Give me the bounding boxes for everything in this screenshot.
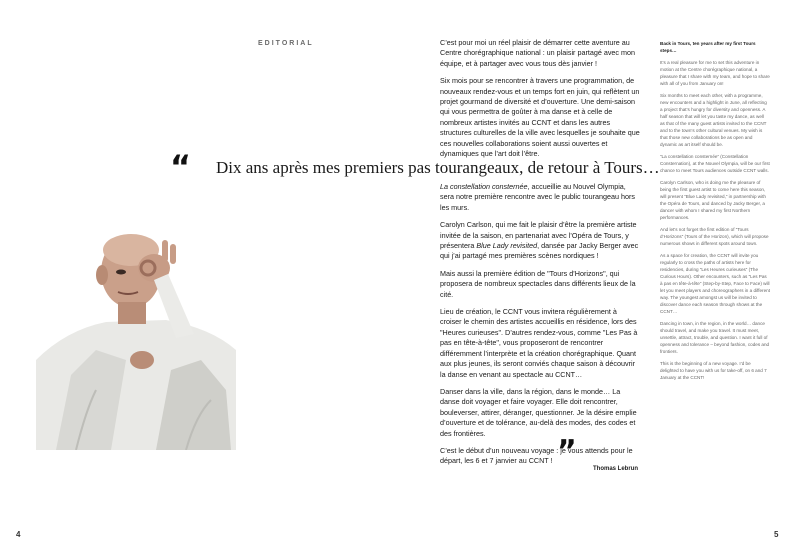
fr-paragraph-8: C’est le début d’un nouveau voyage : je vous attends pour le départ, les 6 et 7 janvier au CCNT !: [440, 445, 633, 466]
en-paragraph-3: “La constellation consternée” (Constellation Consternation), at the Nouvel Olympia, will be our first chance to meet Tours audiences outside CCNT walls.: [660, 154, 770, 173]
fr-paragraph-4: [440, 220, 640, 262]
en-paragraph-2: Six months to meet each other, with a programme, new encounters and a highlight in June, all reflecting a project that’s hungry for diversity and openness. A half season that will let you taste my dance, as well as that of the many guest artists invited to the CCNT and to the town’s other cultural venues. My wish is that those new collaborations be as open and dynamic as art itself should be.: [660, 93, 767, 147]
en-paragraph-1: It’s a real pleasure for me to set this adventure in motion at the Centre chorégraphique national, a pleasure that I share with my team, and hope to share with all of you from January on!: [660, 60, 770, 86]
fr-paragraph-7: Danser dans la ville, dans la région, dans le monde… La danse doit voyager et faire voyager. Elle doit rencontrer, bouleverser, attirer, déranger, questionner. Je la désire emplie d’ouverture et de tolérance, au-delà des modes, des codes et des frontières.: [440, 386, 637, 438]
french-column-top: [440, 38, 640, 166]
fr-paragraph-4-a: Carolyn Carlson, qui me fait le plaisir d’être la première artiste invitée de la saison, en partenariat avec l’Opéra de Tours, y présentera: [440, 220, 637, 251]
fr-paragraph-3-rest: , accueillie au Nouvel Olympia, sera notre première rencontre avec le public tourangeau hors les murs.: [440, 182, 635, 212]
fr-paragraph-2: Six mois pour se rencontrer à travers une programmation, de nouveaux rendez-vous et un temps fort en juin, qui reflètent un projet gourmand de diversité et d’ouverture. Une demi-saison qui vous permettra de goûter à ma danse et à celle de nombreux artistes invités au CCNT et dans les autres structures culturelles de la ville avec lesquelles je souhaite que ces nouvelles collaborations soient aussi ouvertes et dynamiques que l’art doit l’être.: [440, 76, 640, 159]
en-heading: Back in Tours, ten years after my first Tours steps…: [660, 41, 756, 53]
dancer-photo: [36, 210, 236, 450]
english-column: [660, 40, 770, 386]
en-paragraph-6: As a space for creation, the CCNT will invite you regularly to cross the paths of artists here for residencies, during “Les Heures curieuses” (The Curious Hours). Other encounters, such as “Les Pas à pas en tête-à-tête” (Step-by-Step, Face to Face) will let you meet players and choreographers in a different way. The youngest amongst us will be invited to discover dance each season through shows at the CCNT…: [660, 253, 770, 314]
fr-show-title-1: La constellation consternée: [440, 182, 528, 191]
section-label: EDITORIAL: [258, 40, 314, 47]
page-number-left: 4: [16, 530, 21, 539]
en-paragraph-5: And let’s not forget the first edition of “Tours d’Horizons” (Tours of the Horizon), which will propose numerous shows in different spots around town.: [660, 227, 769, 246]
fr-paragraph-5: Mais aussi la première édition de "Tours d’Horizons", qui proposera de nombreux spectacles dans différents lieux de la cité.: [440, 268, 636, 299]
signature: Thomas Lebrun: [593, 466, 639, 472]
fr-paragraph-4-b: , dansée par Jacky Berger avec qui j’ai partagé mes premières scènes nordiques !: [440, 241, 639, 261]
en-paragraph-4: Carolyn Carlson, who is doing me the pleasure of being the first guest artist to come here this season, will present “Blue Lady revisited,” in partnership with the Opéra de Tours, and danced by Jacky Berger, a dancer with whom I shared my first Northern performances.: [660, 180, 766, 220]
page-number-right: 5: [774, 530, 779, 539]
en-paragraph-8: This is the beginning of a new voyage. I’d be delighted to have you with us for take-off, on 6 and 7 January at the CCNT!: [660, 361, 767, 380]
fr-paragraph-3: [440, 182, 640, 213]
french-column-bottom: [440, 182, 640, 474]
open-quote-mark: “: [170, 148, 192, 186]
en-paragraph-7: Dancing in town, in the region, in the world… dance should travel, and make you travel. It must meet, unsettle, attract, trouble, and question. I want it full of openness and tolerance – beyond fashion, codes and frontiers.: [660, 321, 770, 354]
fr-show-title-2: Blue Lady revisited: [476, 241, 538, 251]
fr-paragraph-1: C’est pour moi un réel plaisir de démarrer cette aventure au Centre chorégraphique national : un plaisir partagé avec mon équipe, et à partager avec vous tous dès janvier !: [440, 38, 635, 68]
pull-quote-text: Dix ans après mes premiers pas tourangeaux, de retour à Tours…: [216, 158, 660, 177]
close-quote-mark: ”: [557, 434, 577, 469]
fr-paragraph-6: Lieu de création, le CCNT vous invitera régulièrement à croiser le chemin des artistes accueillis en résidence, lors des "Heures curieuses". D’autres rendez-vous, comme "Les Pas à pas en tête-à-tête", vous proposeront de rencontrer différemment l’interprète et la création chorégraphique. Quant aux plus jeunes, ils seront conviés chaque saison à découvrir la danse en venant au spectacle au CCNT…: [440, 307, 638, 379]
